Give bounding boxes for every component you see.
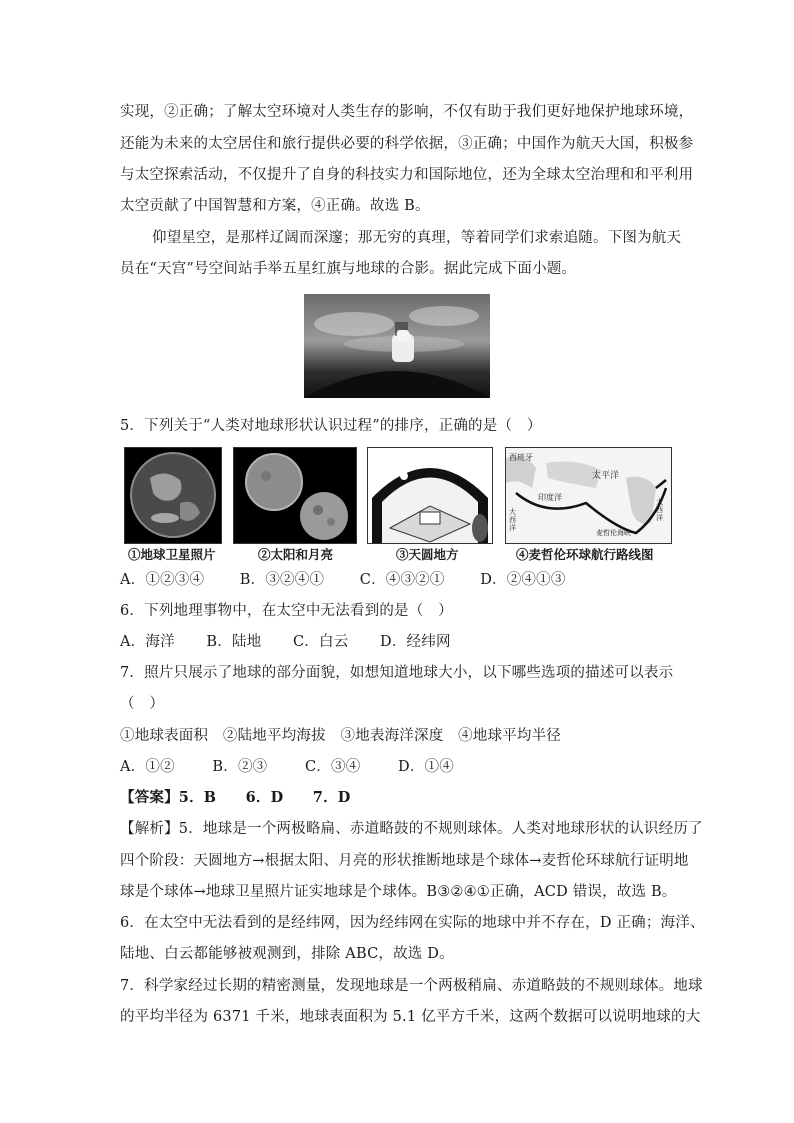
image-caption: ④麦哲伦环球航行路线图 <box>516 547 654 562</box>
map-label: 印度洋 <box>538 493 562 502</box>
earth-satellite-photo <box>124 447 222 544</box>
analysis-line: 陆地、白云都能够被观测到，排除 ABC，故选 D。 <box>120 946 454 962</box>
option-c: C．④③②① <box>359 572 445 588</box>
question-6-options <box>120 632 680 652</box>
image-caption: ①地球卫星照片 <box>128 547 216 562</box>
option-b: B．②③ <box>212 759 268 775</box>
image-caption: ③天圆地方 <box>396 547 459 562</box>
image-caption: ②太阳和月亮 <box>258 547 334 562</box>
paragraph-line: 实现，②正确；了解太空环境对人类生存的影响，不仅有助于我们更好地保护地球环境， <box>120 104 694 120</box>
option-b: B．③②④① <box>239 572 325 588</box>
option-a: A．①②③④ <box>120 572 205 588</box>
analysis-line: 【解析】5．地球是一个两极略扁、赤道略鼓的不规则球体。人类对地球形状的认识经历了 <box>120 821 703 837</box>
question-7-options <box>120 757 680 777</box>
map-label: 西班牙 <box>509 453 533 462</box>
analysis-line: 6．在太空中无法看到的是经纬网，因为经纬网在实际的地球中并不存在，D 正确；海洋、 <box>120 915 705 931</box>
map-label: 麦哲伦海峡 <box>596 529 631 537</box>
paragraph-line: 仰望星空，是那样辽阔而深邃；那无穷的真理，等着同学们求索追随。下图为航天 <box>152 230 682 246</box>
question-7-stem: 7．照片只展示了地球的部分面貌，如想知道地球大小，以下哪些选项的描述可以表示 <box>120 665 674 681</box>
map-label: 大西洋 <box>656 498 663 522</box>
round-sky-square-earth-image <box>367 447 493 544</box>
question-7-paren: （ ） <box>120 696 165 712</box>
map-label: 大西洋 <box>509 508 516 532</box>
answer-line: 【答案】5．B 6．D 7．D <box>120 789 351 806</box>
option-d: D．①④ <box>398 759 454 775</box>
question-7-items: ①地球表面积 ②陆地平均海拔 ③地表海洋深度 ④地球平均半径 <box>120 728 561 744</box>
option-c: C．白云 <box>293 634 349 650</box>
option-b: B．陆地 <box>206 634 262 650</box>
paragraph-line: 与太空探索活动，不仅提升了自身的科技实力和国际地位，还为全球太空治理和和平利用 <box>120 167 694 183</box>
analysis-line: 四个阶段：天圆地方→根据太阳、月亮的形状推断地球是个球体→麦哲伦环球航行证明地 <box>120 853 689 869</box>
option-c: C．③④ <box>305 759 361 775</box>
option-a: A．海洋 <box>120 634 175 650</box>
question-6-stem: 6．下列地理事物中，在太空中无法看到的是（ ） <box>120 603 453 619</box>
paragraph-line: 太空贡献了中国智慧和方案，④正确。故选 B。 <box>120 198 430 214</box>
analysis-line: 7．科学家经过长期的精密测量，发现地球是一个两极稍扁、赤道略鼓的不规则球体。地球 <box>120 978 703 994</box>
question-5-stem: 5．下列关于“人类对地球形状认识过程”的排序，正确的是（ ） <box>120 418 542 434</box>
magellan-route-map <box>505 447 672 544</box>
paragraph-line: 员在“天宫”号空间站手举五星红旗与地球的合影。据此完成下面小题。 <box>120 261 577 277</box>
map-label: 太平洋 <box>592 471 620 481</box>
option-d: D．经纬网 <box>380 634 451 650</box>
astronaut-photo <box>304 294 490 398</box>
question-5-options <box>120 570 680 590</box>
analysis-line: 球是个球体→地球卫星照片证实地球是个球体。B③②④①正确，ACD 错误，故选 B。 <box>120 884 677 900</box>
analysis-line: 的平均半径为 6371 千米，地球表面积为 5.1 亿平方千米，这两个数据可以说明地球的大 <box>120 1009 701 1025</box>
option-a: A．①② <box>120 759 175 775</box>
paragraph-line: 还能为未来的太空居住和旅行提供必要的科学依据，③正确；中国作为航天大国，积极参 <box>120 136 694 152</box>
option-d: D．②④①③ <box>480 572 566 588</box>
sun-and-moon-image <box>233 447 357 544</box>
